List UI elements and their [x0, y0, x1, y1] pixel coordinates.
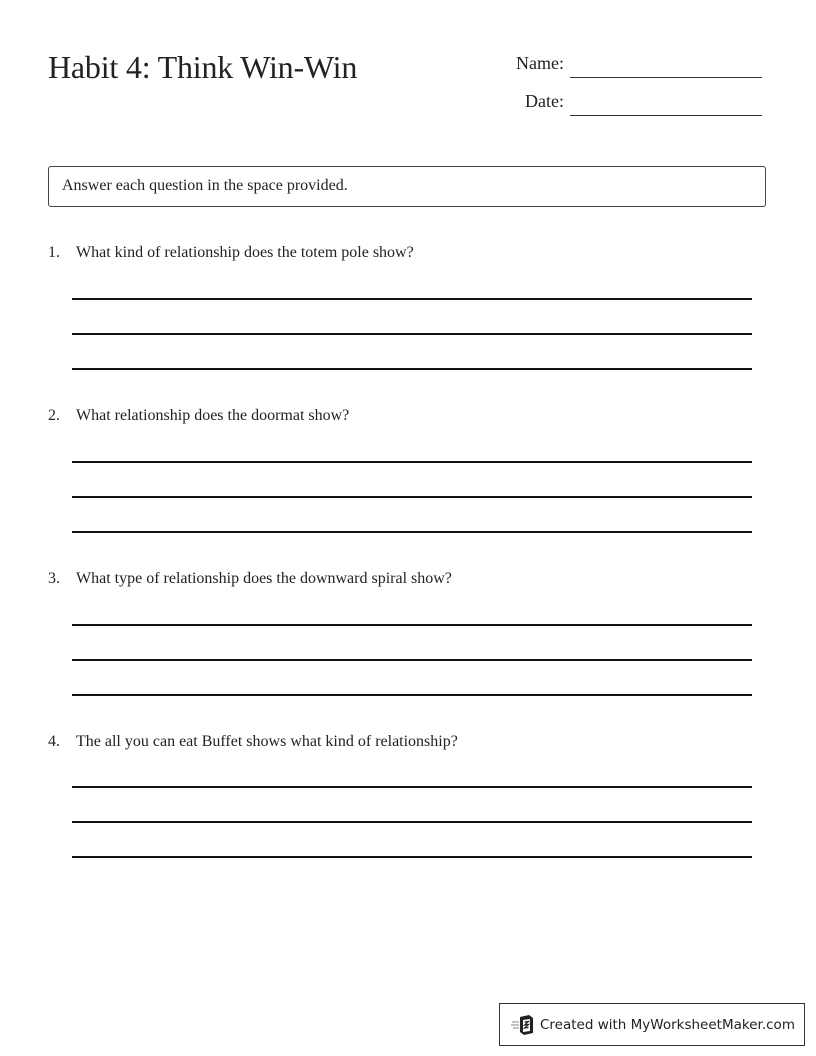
answer-line[interactable]: [72, 496, 752, 498]
worksheet-maker-logo-icon: [511, 1014, 535, 1036]
date-field: [504, 91, 762, 112]
date-input-line[interactable]: [570, 114, 762, 116]
question-1: [48, 244, 414, 262]
question-number: 4.: [48, 733, 60, 750]
footer-badge[interactable]: [499, 1003, 805, 1046]
answer-line[interactable]: [72, 856, 752, 858]
footer-text: Created with MyWorksheetMaker.com: [540, 1016, 795, 1033]
answer-line[interactable]: [72, 531, 752, 533]
question-text: The all you can eat Buffet shows what kind of relationship?: [76, 733, 458, 750]
question-number: 2.: [48, 407, 60, 424]
answer-line[interactable]: [72, 659, 752, 661]
question-4: [48, 733, 458, 751]
question-number: 3.: [48, 570, 60, 587]
name-input-line[interactable]: [570, 76, 762, 78]
answer-line[interactable]: [72, 298, 752, 300]
question-2: [48, 407, 349, 425]
answer-line[interactable]: [72, 786, 752, 788]
answer-line[interactable]: [72, 624, 752, 626]
question-text: What relationship does the doormat show?: [76, 407, 350, 424]
answer-line[interactable]: [72, 694, 752, 696]
name-field: [504, 53, 762, 74]
instructions-text: Answer each question in the space provided.: [62, 177, 348, 194]
page-title: Habit 4: Think Win-Win: [48, 49, 358, 85]
answer-line[interactable]: [72, 821, 752, 823]
question-3: [48, 570, 452, 588]
question-text: What kind of relationship does the totem pole show?: [76, 244, 414, 261]
question-text: What type of relationship does the downward spiral show?: [76, 570, 452, 587]
date-label: Date:: [525, 91, 564, 111]
answer-line[interactable]: [72, 461, 752, 463]
answer-line[interactable]: [72, 333, 752, 335]
instructions-box: [48, 166, 766, 207]
question-number: 1.: [48, 244, 60, 261]
answer-line[interactable]: [72, 368, 752, 370]
name-label: Name:: [516, 53, 564, 73]
